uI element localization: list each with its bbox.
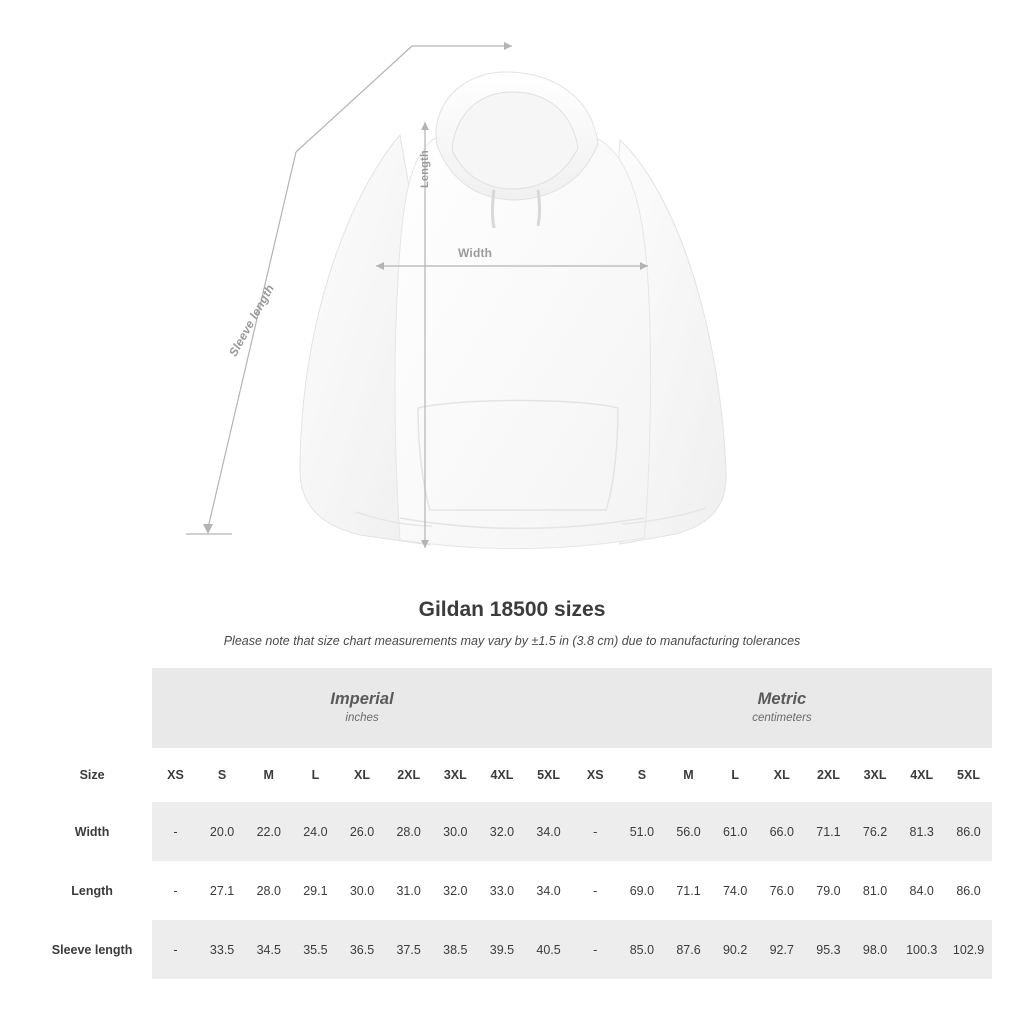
cell-length-metric-s: 69.0 — [619, 861, 666, 920]
sleeve-length-label: Sleeve length — [226, 282, 278, 359]
sleeve-measure-shoulder — [296, 46, 412, 152]
sleeve-arrow-bottom — [203, 524, 213, 534]
cell-length-imperial-3xl: 32.0 — [432, 861, 479, 920]
cell-width-metric-5xl: 86.0 — [945, 802, 992, 861]
size-header-cell: Size — [32, 748, 152, 802]
cell-sleeve-imperial-2xl: 37.5 — [385, 920, 432, 979]
table-row — [32, 802, 992, 861]
cell-length-metric-3xl: 81.0 — [852, 861, 899, 920]
cell-sleeve-metric-xl: 92.7 — [758, 920, 805, 979]
cell-width-metric-4xl: 81.3 — [898, 802, 945, 861]
cell-sleeve-metric-3xl: 98.0 — [852, 920, 899, 979]
unit-system-metric: Metric — [757, 690, 807, 709]
table-row — [32, 920, 992, 979]
cell-sleeve-metric-m: 87.6 — [665, 920, 712, 979]
cell-sleeve-metric-l: 90.2 — [712, 920, 759, 979]
cell-length-imperial-xl: 30.0 — [339, 861, 386, 920]
size-col-imperial-s: S — [199, 748, 246, 802]
size-col-imperial-2xl: 2XL — [385, 748, 432, 802]
table-row — [32, 861, 992, 920]
cell-length-metric-xs: - — [572, 861, 619, 920]
cell-length-imperial-m: 28.0 — [245, 861, 292, 920]
cell-length-metric-l: 74.0 — [712, 861, 759, 920]
length-label: Length — [419, 150, 431, 188]
size-col-metric-4xl: 4XL — [898, 748, 945, 802]
cell-length-imperial-s: 27.1 — [199, 861, 246, 920]
cell-length-metric-xl: 76.0 — [758, 861, 805, 920]
size-col-imperial-l: L — [292, 748, 339, 802]
cell-length-metric-m: 71.1 — [665, 861, 712, 920]
page-title: Gildan 18500 sizes — [418, 598, 606, 621]
cell-sleeve-imperial-3xl: 38.5 — [432, 920, 479, 979]
size-table-wrapper — [32, 668, 992, 979]
cell-length-metric-5xl: 86.0 — [945, 861, 992, 920]
sleeve-measure-arm — [208, 152, 296, 528]
cell-width-imperial-4xl: 32.0 — [479, 802, 526, 861]
row-label-width: Width — [32, 802, 152, 861]
cell-sleeve-imperial-s: 33.5 — [199, 920, 246, 979]
tolerance-note: Please note that size chart measurements may vary by ±1.5 in (3.8 cm) due to manufacturing tolerances — [223, 634, 801, 648]
cell-width-metric-s: 51.0 — [619, 802, 666, 861]
cell-width-imperial-l: 24.0 — [292, 802, 339, 861]
cell-width-metric-xs: - — [572, 802, 619, 861]
cell-sleeve-metric-2xl: 95.3 — [805, 920, 852, 979]
size-col-metric-3xl: 3XL — [852, 748, 899, 802]
size-col-imperial-5xl: 5XL — [525, 748, 572, 802]
cell-length-metric-2xl: 79.0 — [805, 861, 852, 920]
cell-sleeve-metric-5xl: 102.9 — [945, 920, 992, 979]
cell-sleeve-imperial-4xl: 39.5 — [479, 920, 526, 979]
cell-width-imperial-xs: - — [152, 802, 199, 861]
cell-length-imperial-5xl: 34.0 — [525, 861, 572, 920]
unit-header-row — [32, 668, 992, 748]
cell-width-imperial-xl: 26.0 — [339, 802, 386, 861]
size-col-metric-l: L — [712, 748, 759, 802]
cell-sleeve-imperial-5xl: 40.5 — [525, 920, 572, 979]
cell-sleeve-imperial-l: 35.5 — [292, 920, 339, 979]
size-col-metric-5xl: 5XL — [945, 748, 992, 802]
cell-sleeve-metric-xs: - — [572, 920, 619, 979]
size-col-metric-xl: XL — [758, 748, 805, 802]
size-col-imperial-m: M — [245, 748, 292, 802]
cell-sleeve-imperial-m: 34.5 — [245, 920, 292, 979]
cell-width-imperial-2xl: 28.0 — [385, 802, 432, 861]
cell-sleeve-imperial-xl: 36.5 — [339, 920, 386, 979]
row-label-length: Length — [32, 861, 152, 920]
unit-unit-metric: centimeters — [752, 711, 812, 724]
cell-width-metric-2xl: 71.1 — [805, 802, 852, 861]
size-table — [32, 668, 992, 979]
row-label-sleeve-length: Sleeve length — [32, 920, 152, 979]
size-col-imperial-4xl: 4XL — [479, 748, 526, 802]
size-col-imperial-xs: XS — [152, 748, 199, 802]
size-header-row — [32, 748, 992, 802]
size-col-imperial-3xl: 3XL — [432, 748, 479, 802]
size-col-metric-m: M — [665, 748, 712, 802]
cell-width-imperial-5xl: 34.0 — [525, 802, 572, 861]
drawstring-left — [493, 190, 495, 228]
title-block — [0, 598, 1024, 648]
size-col-metric-2xl: 2XL — [805, 748, 852, 802]
cell-width-imperial-s: 20.0 — [199, 802, 246, 861]
unit-header-metric — [572, 668, 992, 748]
size-col-imperial-xl: XL — [339, 748, 386, 802]
unit-header-imperial — [152, 668, 572, 748]
cell-sleeve-metric-4xl: 100.3 — [898, 920, 945, 979]
unit-header-corner — [32, 668, 152, 748]
cell-width-imperial-3xl: 30.0 — [432, 802, 479, 861]
cell-sleeve-metric-s: 85.0 — [619, 920, 666, 979]
cell-length-imperial-2xl: 31.0 — [385, 861, 432, 920]
width-label: Width — [458, 246, 493, 260]
cell-width-imperial-m: 22.0 — [245, 802, 292, 861]
cell-width-metric-m: 56.0 — [665, 802, 712, 861]
cell-width-metric-3xl: 76.2 — [852, 802, 899, 861]
unit-system-imperial: Imperial — [330, 690, 394, 709]
cell-length-imperial-4xl: 33.0 — [479, 861, 526, 920]
size-col-metric-xs: XS — [572, 748, 619, 802]
cell-length-metric-4xl: 84.0 — [898, 861, 945, 920]
cell-sleeve-imperial-xs: - — [152, 920, 199, 979]
cell-length-imperial-l: 29.1 — [292, 861, 339, 920]
size-col-metric-s: S — [619, 748, 666, 802]
unit-unit-imperial: inches — [345, 711, 379, 724]
length-arrow-top — [421, 122, 429, 130]
cell-length-imperial-xs: - — [152, 861, 199, 920]
sleeve-arrow-top — [504, 42, 512, 50]
cell-width-metric-l: 61.0 — [712, 802, 759, 861]
cell-width-metric-xl: 66.0 — [758, 802, 805, 861]
drawstring-right — [538, 190, 540, 226]
